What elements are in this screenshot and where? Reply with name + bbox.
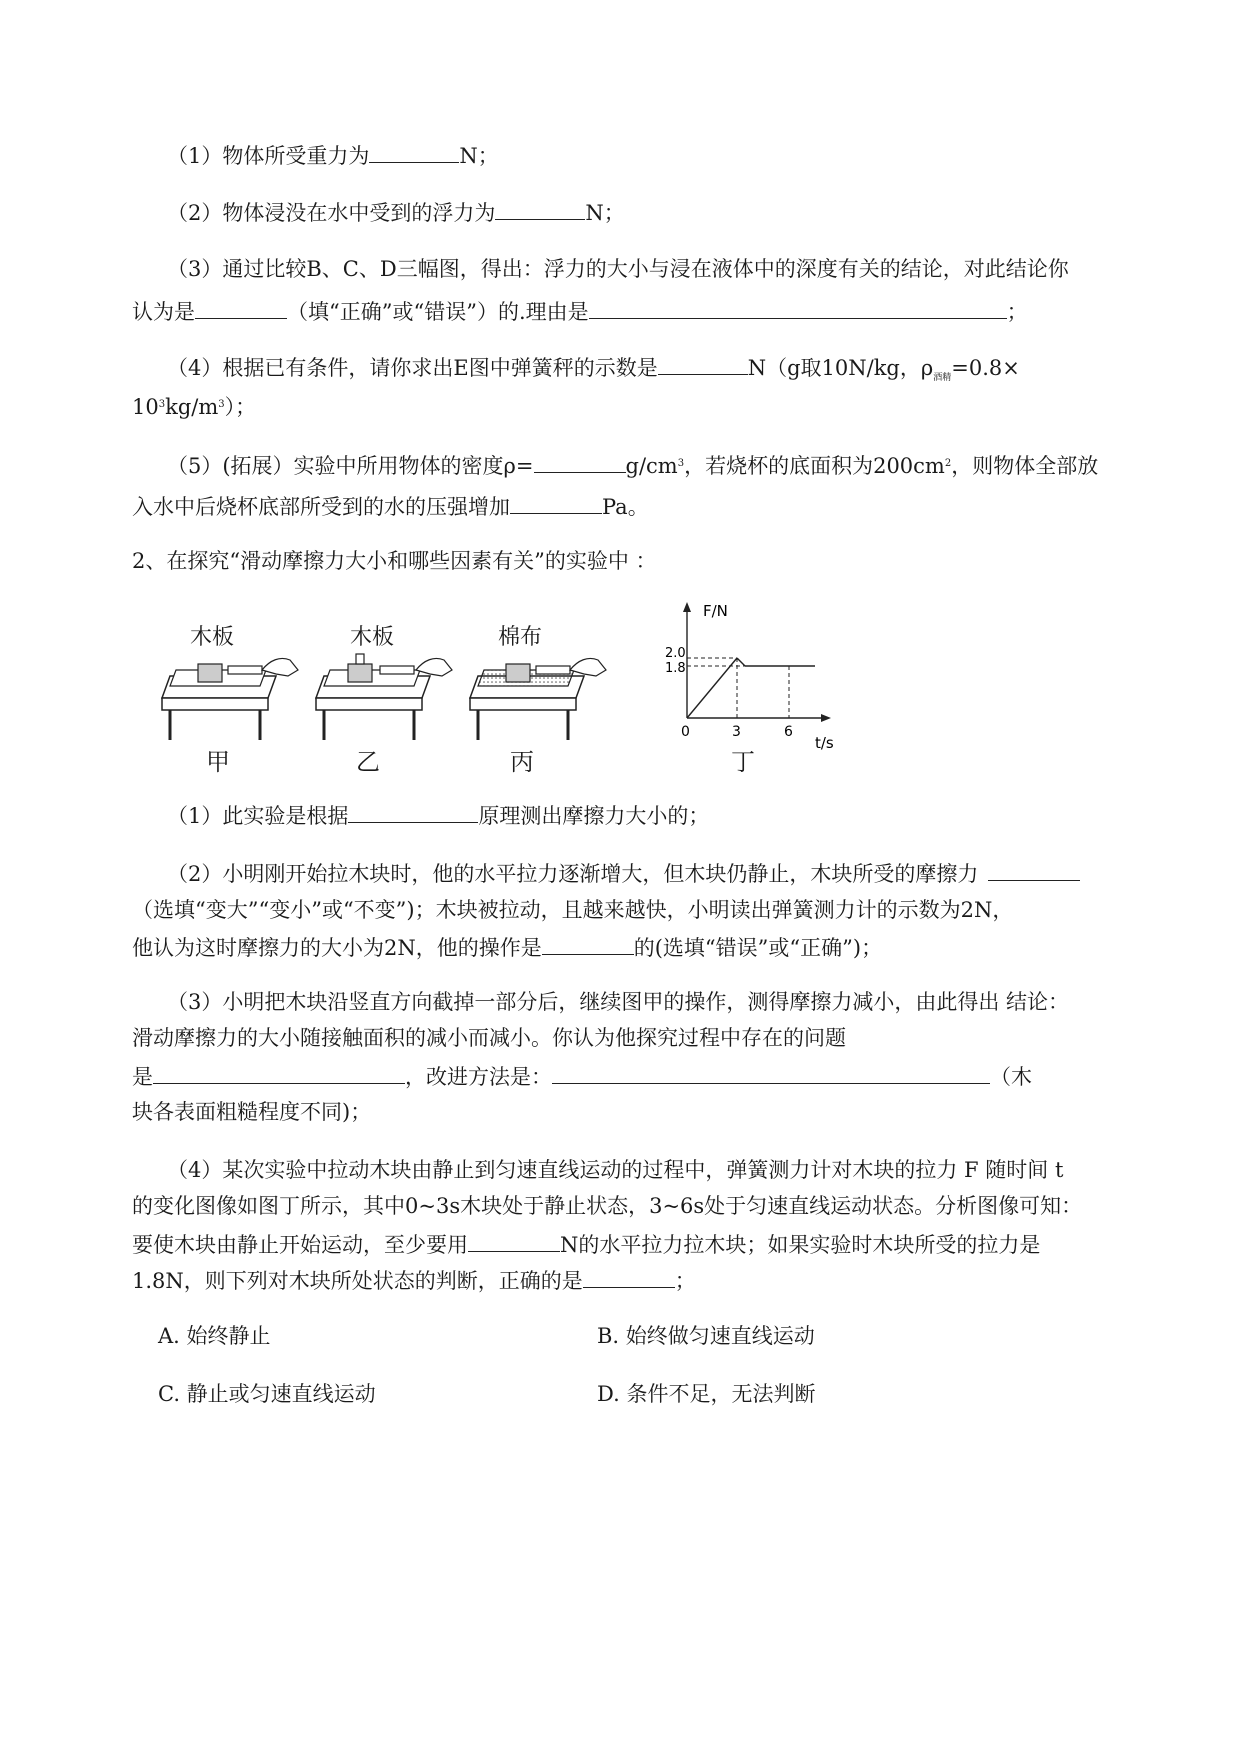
figure-bing bbox=[466, 620, 616, 780]
table-cloth-diagram bbox=[466, 620, 616, 780]
figure-jia bbox=[158, 620, 308, 780]
p2-q1: （1）此实验是根据 原理测出摩擦力大小的； bbox=[167, 800, 709, 830]
p2-q4-line4: 1.8N，则下列对木块所处状态的判断，正确的是 ； bbox=[132, 1265, 696, 1295]
figure-caption: 丙 bbox=[510, 748, 534, 776]
answer-blank[interactable] bbox=[542, 932, 634, 955]
p1-q1: （1）物体所受重力为 N； bbox=[167, 140, 499, 170]
p2-q2-line2: （选填“变大”“变小”或“不变”)；木块被拉动，且越来越快，小明读出弹簧测力计的示数为2N， bbox=[132, 898, 1014, 922]
option-c[interactable]: C. 静止或匀速直线运动 bbox=[158, 1382, 376, 1406]
y-tick-label: 1.8 bbox=[665, 661, 686, 676]
answer-blank[interactable] bbox=[153, 1061, 405, 1084]
figure-top-label: 木板 bbox=[190, 625, 235, 650]
p1-q4-line2: $10^3kg/m^3$）； bbox=[132, 395, 257, 419]
figure-top-label: 棉布 bbox=[498, 625, 543, 650]
figure-caption: 甲 bbox=[206, 748, 230, 776]
p1-q3-line1: （3）通过比较B、C、D三幅图，得出：浮力的大小与浸在液体中的深度有关的结论，对此结论你 bbox=[167, 257, 1069, 281]
x-tick-label: 6 bbox=[784, 724, 793, 740]
p2-q3-line1: （3）小明把木块沿竖直方向截掉一部分后，继续图甲的操作，测得摩擦力减小，由此得出 结论： bbox=[167, 990, 1070, 1014]
figure-top-label: 木板 bbox=[350, 625, 395, 650]
y-axis-label: F/N bbox=[703, 602, 728, 620]
p1-q3-line2: 认为是 （填“正确”或“错误”）的.理由是 ； bbox=[132, 296, 1028, 326]
p1-q5-line1: （5）(拓展）实验中所用物体的密度$\rho= g/cm^3$，若烧杯的底面积为$200cm^2$，则物体全部放 bbox=[167, 450, 1098, 485]
p1-q4-line1: （4）根据已有条件，请你求出E图中弹簧秤的示数是 N（g取10N/kg，$\rho_{酒精}=0.8\times$ bbox=[167, 352, 1020, 387]
answer-blank[interactable] bbox=[589, 296, 1007, 319]
p1-q2: （2）物体浸没在水中受到的浮力为 N； bbox=[167, 197, 625, 227]
option-a[interactable]: A. 始终静止 bbox=[158, 1324, 271, 1348]
answer-blank[interactable] bbox=[348, 800, 478, 823]
figure-yi bbox=[312, 620, 462, 780]
p2-q3-line3: 是 ，改进方法是： （木 bbox=[132, 1061, 1032, 1091]
table-board-weight-diagram bbox=[312, 620, 462, 780]
p2-q4-line3: 要使木块由静止开始运动，至少要用 N的水平拉力拉木块；如果实验时木块所受的拉力是 bbox=[132, 1229, 1040, 1259]
figure-ding bbox=[665, 596, 850, 786]
p2-q2-line3: 他认为这时摩擦力的大小为2N，他的操作是 的(选填“错误”或“正确”)； bbox=[132, 932, 882, 962]
answer-blank[interactable] bbox=[195, 296, 287, 319]
answer-blank[interactable] bbox=[658, 352, 748, 375]
option-d[interactable]: D. 条件不足，无法判断 bbox=[597, 1382, 816, 1406]
answer-blank[interactable] bbox=[468, 1229, 560, 1252]
x-tick-label: 3 bbox=[732, 724, 741, 740]
x-tick-label: 0 bbox=[681, 724, 690, 740]
answer-blank[interactable] bbox=[369, 140, 459, 163]
answer-blank[interactable] bbox=[583, 1265, 675, 1288]
table-board-diagram bbox=[158, 620, 308, 780]
force-time-graph bbox=[665, 596, 850, 786]
answer-blank[interactable] bbox=[510, 491, 602, 514]
x-axis-label: t/s bbox=[815, 734, 834, 752]
answer-blank[interactable] bbox=[534, 450, 626, 473]
section-heading: 2、在探究“滑动摩擦力大小和哪些因素有关”的实验中 ： bbox=[132, 549, 657, 573]
p1-q5-line2: 入水中后烧杯底部所受到的水的压强增加 Pa。 bbox=[132, 491, 649, 521]
p2-q2-line1: （2）小明刚开始拉木块时，他的水平拉力逐渐增大，但木块仍静止，木块所受的摩擦力 bbox=[167, 858, 1080, 888]
p2-q3-line4: 块各表面粗糙程度不同)； bbox=[132, 1100, 372, 1124]
p2-q4-line1: （4）某次实验中拉动木块由静止到匀速直线运动的过程中，弹簧测力计对木块的拉力 F 随时间 t bbox=[167, 1158, 1064, 1182]
answer-blank[interactable] bbox=[988, 858, 1080, 881]
figure-caption: 乙 bbox=[356, 748, 380, 776]
figure-caption: 丁 bbox=[731, 748, 755, 776]
y-tick-label: 2.0 bbox=[665, 646, 686, 661]
answer-blank[interactable] bbox=[495, 197, 585, 220]
answer-blank[interactable] bbox=[552, 1061, 990, 1084]
p2-q3-line2: 滑动摩擦力的大小随接触面积的减小而减小。你认为他探究过程中存在的问题 bbox=[132, 1026, 846, 1050]
option-b[interactable]: B. 始终做匀速直线运动 bbox=[597, 1324, 815, 1348]
p2-q4-line2: 的变化图像如图丁所示，其中0~3s木块处于静止状态，3~6s处于匀速直线运动状态。分析图像可知： bbox=[132, 1194, 1083, 1218]
